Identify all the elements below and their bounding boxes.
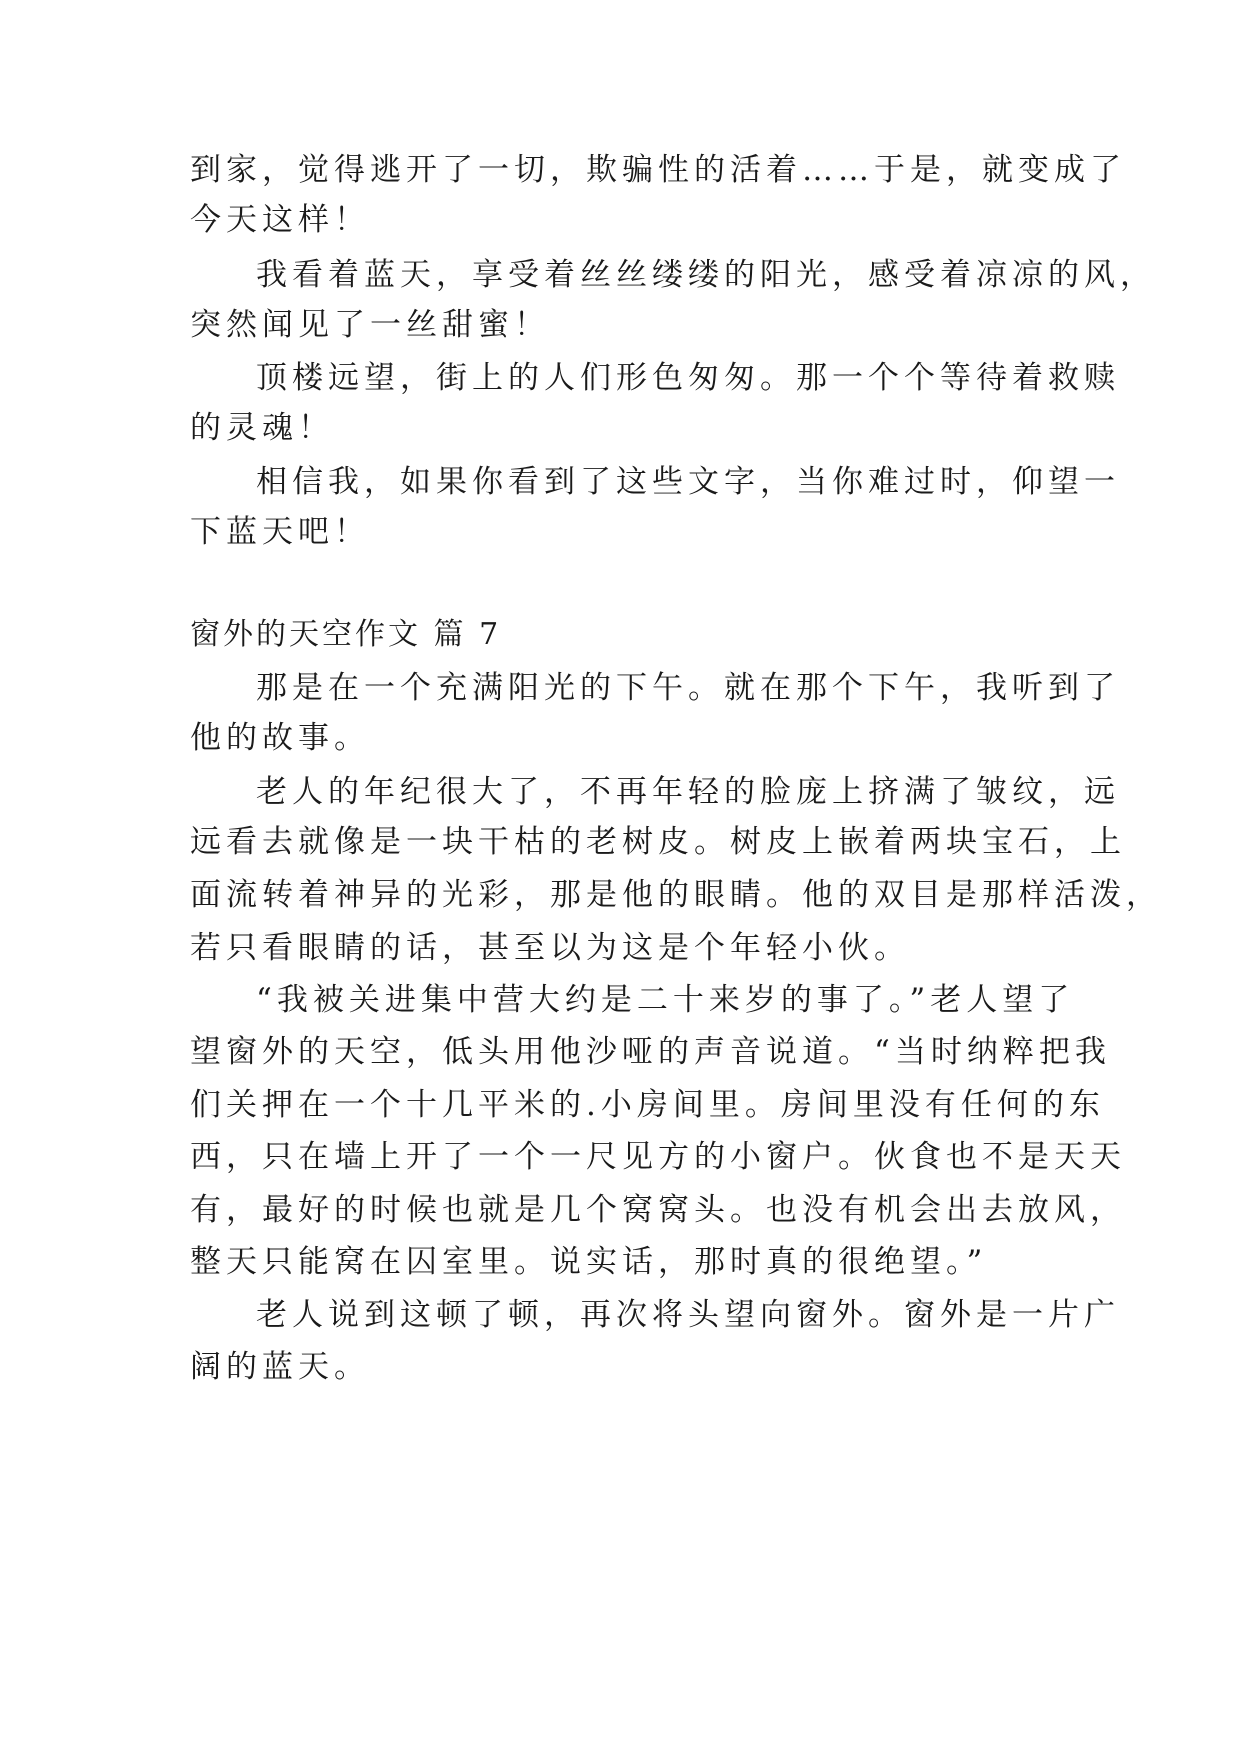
paragraph-line: 下蓝天吧！ <box>190 514 370 550</box>
paragraph-line: 望窗外的天空，低头用他沙哑的声音说道。“当时纳粹把我 <box>190 1034 1111 1070</box>
paragraph-line: 老人的年纪很大了，不再年轻的脸庞上挤满了皱纹，远 <box>256 774 1120 810</box>
paragraph-line: 远看去就像是一块干枯的老树皮。树皮上嵌着两块宝石，上 <box>190 824 1126 860</box>
section-heading: 窗外的天空作文 篇 7 <box>190 617 502 652</box>
paragraph-line: 若只看眼睛的话，甚至以为这是个年轻小伙。 <box>190 930 910 966</box>
paragraph-line: 面流转着神异的光彩，那是他的眼睛。他的双目是那样活泼， <box>190 877 1162 913</box>
paragraph-line: 们关押在一个十几平米的.小房间里。房间里没有任何的东 <box>190 1087 1105 1123</box>
paragraph-line: 顶楼远望，街上的人们形色匆匆。那一个个等待着救赎 <box>256 360 1120 396</box>
paragraph-line: 老人说到这顿了顿，再次将头望向窗外。窗外是一片广 <box>256 1297 1120 1333</box>
paragraph-line: 相信我，如果你看到了这些文字，当你难过时，仰望一 <box>256 464 1120 500</box>
paragraph-line: 我看着蓝天，享受着丝丝缕缕的阳光，感受着凉凉的风， <box>256 257 1156 293</box>
paragraph-line: 他的故事。 <box>190 720 370 756</box>
paragraph-line: 突然闻见了一丝甜蜜！ <box>190 307 550 343</box>
paragraph-line: 整天只能窝在囚室里。说实话，那时真的很绝望。” <box>190 1244 988 1280</box>
paragraph-line: 今天这样！ <box>190 202 370 238</box>
paragraph-line: 的灵魂！ <box>190 410 334 446</box>
paragraph-line: 西，只在墙上开了一个一尺见方的小窗户。伙食也不是天天 <box>190 1139 1126 1175</box>
paragraph-line: “我被关进集中营大约是二十来岁的事了。”老人望了 <box>256 982 1075 1018</box>
paragraph-line: 阔的蓝天。 <box>190 1349 370 1385</box>
paragraph-line: 到家，觉得逃开了一切，欺骗性的活着……于是，就变成了 <box>190 152 1126 188</box>
paragraph-line: 有，最好的时候也就是几个窝窝头。也没有机会出去放风， <box>190 1192 1126 1228</box>
paragraph-line: 那是在一个充满阳光的下午。就在那个下午，我听到了 <box>256 670 1120 706</box>
